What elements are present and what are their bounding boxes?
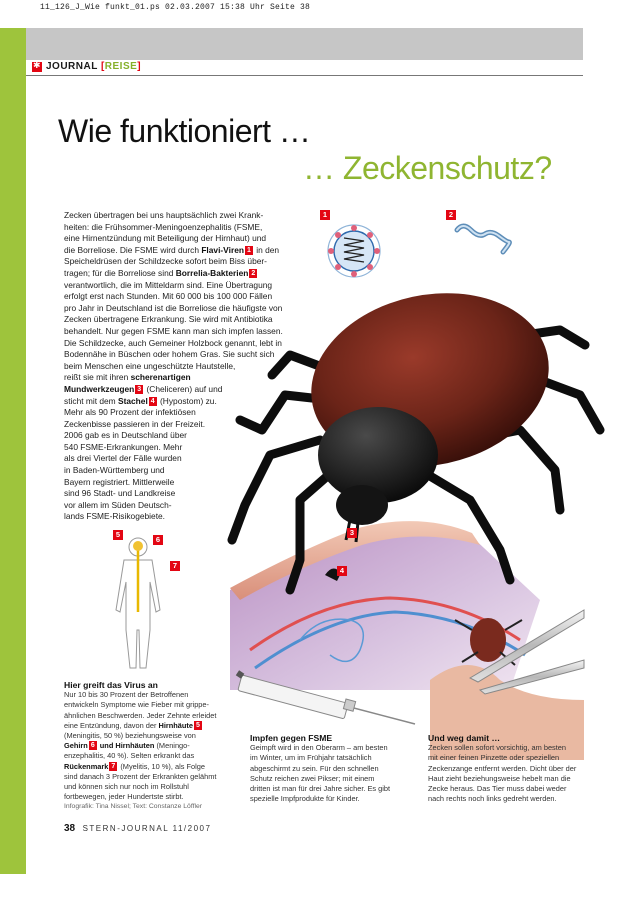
caption-line: dritten ist man für drei Jahre sicher. Es gibt: [250, 784, 391, 794]
intro-line: vor allem im Süden Deutsch-: [64, 499, 172, 510]
caption-line: abgeschirmt zu sein. Für den schnellen: [250, 763, 379, 773]
intro-line: Die Schildzecke, auch Gemeiner Holzbock genannt, lebt in: [64, 337, 282, 348]
caption-line: Haut zieht beziehungsweise hebelt man die: [428, 773, 571, 783]
caption-line: Gehirn 6 und Hirnhäuten (Meningo-: [64, 741, 190, 751]
intro-text: [64, 210, 283, 523]
intro-line: die Borreliose. Die FSME wird durch Flavi-Viren 1 in den: [64, 244, 280, 255]
caption-line: nach rechts noch links gedreht werden.: [428, 794, 557, 804]
intro-line: Zeckenbisse passieren in der Freizeit.: [64, 418, 206, 429]
caption-line: Rückenmark 7 (Myelitis, 10 %), als Folge: [64, 761, 205, 771]
virus-illustration: [328, 225, 380, 277]
intro-line: in Baden-Württemberg und: [64, 465, 165, 476]
vaccine-caption-heading: Impfen gegen FSME: [250, 733, 333, 743]
credit-line: Infografik: Tina Nissel; Text: Constanze Löffler: [64, 803, 203, 810]
caption-line: entwickeln Symptome wie Fieber mit grippe-: [64, 700, 209, 710]
intro-line: verantwortlich, die im Mitteldarm sind. Eine Übertragung: [64, 279, 273, 290]
marker-1: 1: [320, 210, 330, 220]
page-folio: [64, 823, 211, 834]
intro-line: 2006 gab es in Deutschland über: [64, 430, 187, 441]
caption-line: Zeckenzange entfernt werden. Dicht über der: [428, 763, 577, 773]
intro-line: Bodennähe in Büschen oder hohem Gras. Sie sucht sich: [64, 349, 275, 360]
intro-line: beim Menschen eine ungeschützte Hautstelle,: [64, 360, 236, 371]
intro-line: eine Hirnentzündung mit Beteiligung der Hirnhaut) und: [64, 233, 267, 244]
caption-line: ähnlichen Beschwerden. Jeder Zehnte erleidet: [64, 710, 217, 720]
rubric-bracket-open: [: [100, 61, 105, 72]
intro-line: sind 96 Stadt- und Landkreise: [64, 488, 176, 499]
caption-line: sind danach 3 Prozent der Erkrankten gelähmt: [64, 771, 217, 781]
caption-line: Schutz reichen zwei Pikser; mit einem: [250, 773, 375, 783]
caption-line: im Winter, um im Frühjahr tatsächlich: [250, 753, 372, 763]
intro-line: reißt sie mit ihren scherenartigen: [64, 372, 191, 383]
intro-line: 540 FSME-Erkrankungen. Mehr: [64, 441, 183, 452]
intro-line: tragen; für die Borreliose sind Borrelia-Bakterien 2: [64, 267, 256, 278]
caption-line: spezielle Impfprodukte für Kinder.: [250, 794, 360, 804]
intro-line: Zecken übertragene Erkrankung. Sie wird mit Antibiotika: [64, 314, 273, 325]
caption-line: eine Entzündung, davon der Hirnhäute 5: [64, 720, 200, 730]
caption-line: enzephalitis, 40 %). Selten erkrankt das: [64, 751, 195, 761]
magazine-issue: STERN-JOURNAL 11/2007: [82, 824, 212, 833]
intro-line: behandelt. Nur gegen FSME kann man sich impfen lassen.: [64, 325, 283, 336]
marker-7: 7: [170, 561, 180, 571]
caption-line: Nur 10 bis 30 Prozent der Betroffenen: [64, 690, 189, 700]
marker-2: 2: [446, 210, 456, 220]
caption-line: (Meningitis, 50 %) beziehungsweise von: [64, 731, 196, 741]
page-title: Wie funktioniert …: [58, 113, 311, 149]
intro-line: heiten: die Frühsommer-Meningoenzephalitis (FSME,: [64, 221, 263, 232]
intro-line: Zecken übertragen bei uns hauptsächlich zwei Krank-: [64, 210, 264, 220]
virus-caption-heading: Hier greift das Virus an: [64, 680, 158, 690]
intro-line: erfolgt erst nach Stunden. Mit 60 000 bis 100 000 Fällen: [64, 291, 273, 302]
marker-5: 5: [113, 530, 123, 540]
bacterium-illustration: [457, 226, 509, 252]
vaccine-caption: [250, 733, 390, 804]
caption-line: fortbewegen, jeder Hundertste stirbt.: [64, 792, 184, 802]
rubric-bracket-close: ]: [137, 61, 142, 72]
removal-caption-heading: Und weg damit …: [428, 733, 501, 743]
intro-line: sticht mit dem Stachel 4 (Hypostom) zu.: [64, 395, 217, 406]
marker-3: 3: [347, 528, 357, 538]
caption-line: Geimpft wird in den Oberarm – am besten: [250, 743, 388, 753]
rubric-section: JOURNAL: [46, 61, 98, 72]
caption-line: und können sich nur noch im Rollstuhl: [64, 782, 189, 792]
marker-4: 4: [337, 566, 347, 576]
virus-caption: [64, 680, 216, 802]
rubric-subsection: REISE: [104, 61, 138, 72]
brain-illustration: [133, 541, 143, 551]
intro-line: als drei Viertel der Fälle wurden: [64, 453, 182, 464]
intro-line: Speicheldrüsen der Schildzecke sofort beim Biss über-: [64, 256, 267, 267]
page-subtitle: … Zeckenschutz?: [303, 150, 552, 186]
print-slug: 11_126_J_Wie funkt_01.ps 02.03.2007 15:38 Uhr Seite 38: [40, 3, 311, 12]
caption-line: Zecke heraus. Das Tier muss dabei weder: [428, 784, 567, 794]
page-number: 38: [64, 823, 76, 834]
caption-line: Zecken sollen sofort vorsichtig, am besten: [428, 743, 567, 753]
marker-6: 6: [153, 535, 163, 545]
caption-line: mit einer feinen Pinzette oder speziellen: [428, 753, 560, 763]
intro-line: Mundwerkzeugen 3 (Cheliceren) auf und: [64, 383, 223, 394]
removal-caption: [428, 733, 576, 804]
intro-line: pro Jahr in Deutschland ist die Borreliose die häufigste von: [64, 302, 283, 313]
intro-line: Mehr als 90 Prozent der infektiösen: [64, 407, 196, 418]
intro-line: lands FSME-Risikogebiete.: [64, 511, 166, 522]
intro-line: Bayern registriert. Mittlerweile: [64, 476, 175, 487]
